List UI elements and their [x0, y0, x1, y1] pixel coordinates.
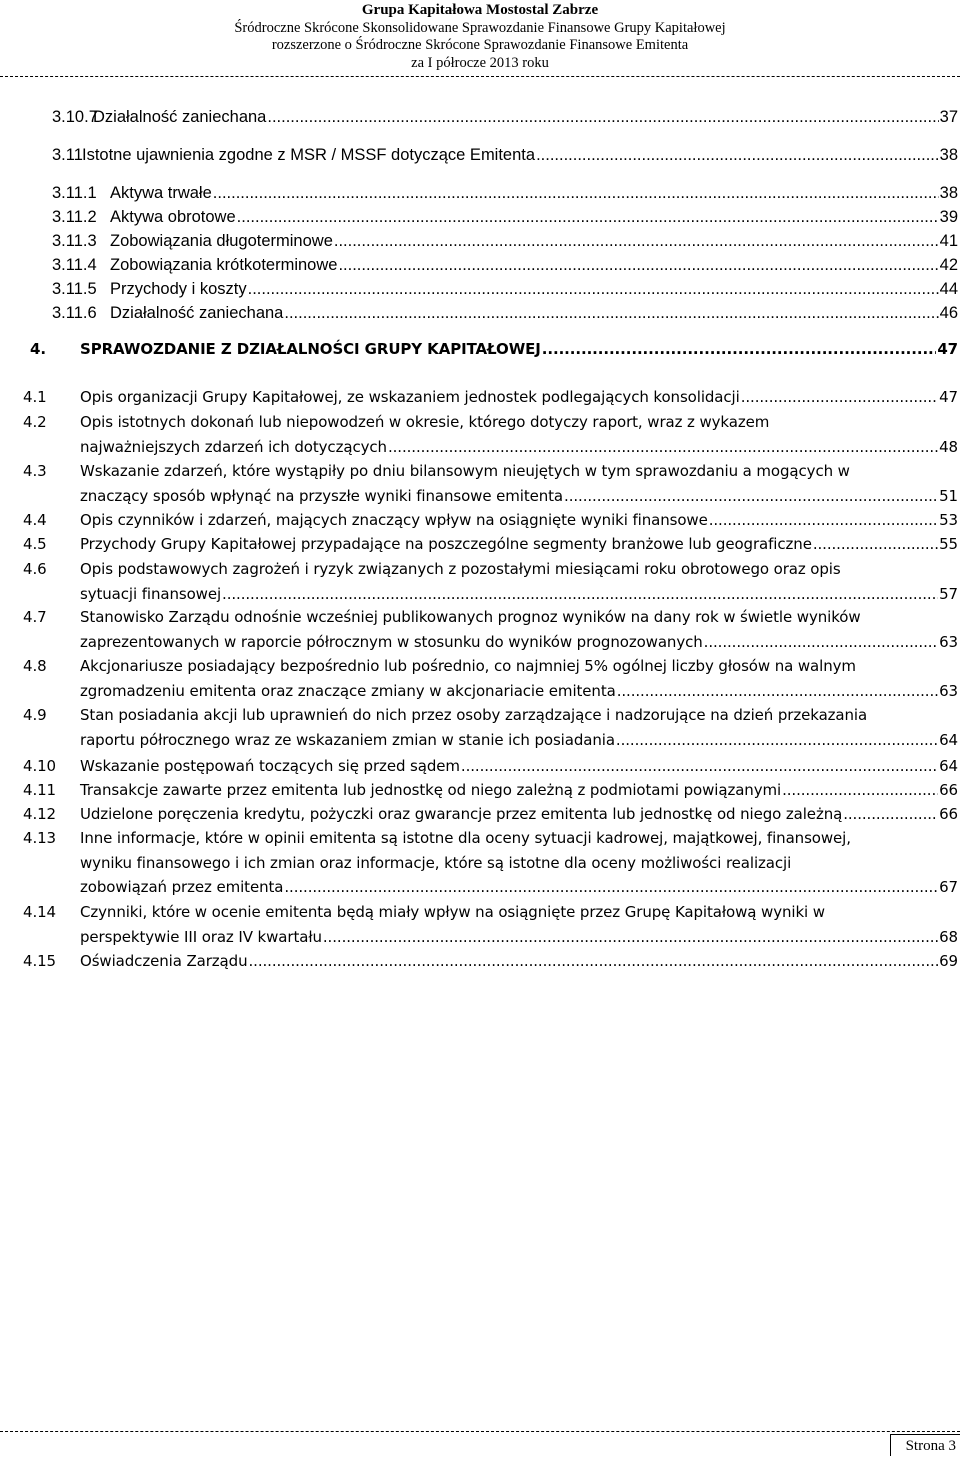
toc-entry-title: Istotne ujawnienia zgodne z MSR / MSSF dotyczące Emitenta — [82, 146, 536, 164]
toc-entry-title: Opis organizacji Grupy Kapitałowej, ze wskazaniem jednostek podlegających konsolidacji — [80, 388, 740, 406]
toc-entry-number: 4.3 — [23, 462, 47, 480]
toc-entry-page: 38 — [939, 184, 958, 202]
toc-entry-number: 3.11.1 — [52, 184, 97, 202]
toc-entry-number: 4.9 — [23, 706, 47, 724]
toc-entry-title: Wskazanie zdarzeń, które wystąpiły po dniu bilansowym nieujętych w tym sprawozdaniu a mogących w — [80, 462, 850, 480]
toc-dot-leader — [843, 805, 938, 823]
toc-entry-page: 37 — [939, 108, 958, 126]
toc-entry-page: 57 — [939, 584, 958, 603]
toc-entry-title: Inne informacje, które w opinii emitenta są istotne dla oceny sytuacji kadrowej, majątkowej, finansowej, — [80, 829, 851, 847]
toc-entry-title: Udzielone poręczenia kredytu, pożyczki oraz gwarancje przez emitenta lub jednostkę od niego zależną — [80, 805, 843, 823]
toc-dot-leader — [461, 757, 938, 775]
toc-entry-number: 3.11.3 — [52, 232, 97, 250]
header-divider — [0, 76, 960, 77]
toc-entry-title: Działalność zaniechana — [110, 304, 284, 322]
toc-entry-title: Opis istotnych dokonań lub niepowodzeń w okresie, którego dotyczy raport, wraz z wykazem — [80, 413, 770, 431]
toc-entry-title: perspektywie III oraz IV kwartału — [80, 927, 322, 946]
toc-entry-title: Przychody Grupy Kapitałowej przypadające na poszczególne segmenty branżowe lub geograficzne — [80, 535, 812, 553]
toc-dot-leader — [213, 184, 939, 203]
toc-entry-title: Zobowiązania krótkoterminowe — [110, 256, 338, 274]
toc-dot-leader — [388, 438, 938, 456]
toc-entry-page: 63 — [939, 632, 958, 651]
toc-entry-title: Aktywa obrotowe — [110, 208, 236, 226]
toc-entry-number: 3.11.2 — [52, 208, 97, 226]
toc-entry-number: 4.6 — [23, 560, 47, 578]
toc-dot-leader — [564, 487, 938, 505]
toc-entry-page: 67 — [939, 878, 958, 896]
toc-entry-number: 4.11 — [23, 781, 56, 799]
toc-entry-number: 4.7 — [23, 608, 47, 626]
toc-entry-title: Przychody i koszty — [110, 280, 247, 298]
toc-entry-page: 66 — [939, 781, 958, 799]
toc-entry-title: Działalność zaniechana — [93, 108, 267, 126]
toc-entry-title: Transakcje zawarte przez emitenta lub jednostkę od niego zależną z podmiotami powiązanymi — [80, 781, 782, 799]
toc-dot-leader — [284, 304, 938, 323]
toc-entry-title: Zobowiązania długoterminowe — [110, 232, 333, 250]
toc-entry-title: Oświadczenia Zarządu — [80, 952, 248, 970]
toc-entry-title: Akcjonariusze posiadający bezpośrednio lub pośrednio, co najmniej 5% ogólnej liczby głosów na walnym — [80, 657, 856, 675]
header-line-2: rozszerzone o Śródroczne Skrócone Sprawozdanie Finansowe Emitenta — [271, 37, 689, 53]
toc-entry-number: 4.15 — [23, 952, 56, 970]
toc-entry-page: 63 — [939, 681, 958, 700]
toc-entry-page: 53 — [939, 511, 958, 529]
toc-entry-title: Opis czynników i zdarzeń, mających znaczący wpływ na osiągnięte wyniki finansowe — [80, 511, 708, 529]
toc-entry-page: 66 — [939, 805, 958, 823]
toc-entry-page: 44 — [939, 280, 958, 298]
toc-entry-number: 3.11.6 — [52, 304, 97, 322]
toc-dot-leader — [222, 585, 938, 603]
toc-entry-title: Stanowisko Zarządu odnośnie wcześniej publikowanych prognoz wyników na dany rok w świetle wyników — [80, 608, 861, 626]
toc-dot-leader — [248, 952, 938, 970]
toc-dot-leader — [741, 388, 938, 406]
toc-entry-number: 4. — [30, 340, 46, 358]
toc-entry-number: 4.2 — [23, 413, 47, 431]
header-line-1: Śródroczne Skrócone Skonsolidowane Sprawozdanie Finansowe Grupy Kapitałowej — [234, 19, 726, 36]
toc-dot-leader — [813, 535, 938, 553]
toc-dot-leader — [248, 280, 939, 299]
toc-entry-number: 3.11.4 — [52, 256, 97, 274]
toc-entry-number: 4.12 — [23, 805, 56, 823]
toc-entry-title: znaczący sposób wpłynąć na przyszłe wyniki finansowe emitenta — [80, 486, 564, 505]
toc-entry-number: 4.5 — [23, 535, 47, 553]
toc-entry-title: Aktywa trwałe — [110, 184, 212, 202]
toc-entry-page: 46 — [939, 304, 958, 322]
toc-entry-number: 4.10 — [23, 757, 56, 775]
toc-dot-leader — [709, 511, 938, 529]
toc-entry-title: Czynniki, które w ocenie emitenta będą miały wpływ na osiągnięte przez Grupę Kapitałową wyniki w — [80, 903, 825, 921]
toc-entry-page: 51 — [939, 486, 958, 505]
toc-dot-leader — [782, 781, 938, 799]
toc-entry-page: 69 — [939, 952, 958, 970]
toc-entry-page: 64 — [939, 730, 958, 749]
header-company: Grupa Kapitałowa Mostostal Zabrze — [361, 2, 599, 18]
toc-entry-title: Stan posiadania akcji lub uprawnień do nich przez osoby zarządzające i nadzorujące na dzień przekazania — [80, 706, 868, 724]
toc-entry-page: 48 — [939, 437, 958, 456]
toc-entry-number: 4.14 — [23, 903, 56, 921]
toc-entry-page: 47 — [939, 388, 958, 406]
toc-entry-title: zobowiązań przez emitenta — [80, 878, 284, 896]
toc-entry-number: 4.8 — [23, 657, 47, 675]
toc-entry-title: najważniejszych zdarzeń ich dotyczących — [80, 437, 387, 456]
toc-entry-title: sytuacji finansowej — [80, 584, 222, 603]
toc-dot-leader — [323, 928, 938, 946]
toc-dot-leader — [536, 146, 939, 165]
page-header — [0, 2, 960, 72]
toc-dot-leader — [338, 256, 938, 275]
toc-entry-title: wyniku finansowego i ich zmian oraz informacje, które są istotne dla oceny możliwości realizacji — [80, 853, 792, 872]
toc-dot-leader — [237, 208, 939, 227]
toc-entry-page: 39 — [939, 208, 958, 226]
toc-dot-leader — [267, 108, 938, 127]
toc-entry-number: 3.10.7 — [52, 108, 98, 126]
toc-entry-page: 41 — [939, 232, 958, 250]
toc-dot-leader — [334, 232, 939, 251]
toc-entry-page: 42 — [939, 256, 958, 274]
toc-entry-page: 38 — [939, 146, 958, 164]
toc-entry-page: 64 — [939, 757, 958, 775]
toc-entry-page: 68 — [939, 927, 958, 946]
toc-entry-page: 55 — [939, 535, 958, 553]
toc-entry-title: Opis podstawowych zagrożeń i ryzyk związanych z pozostałymi miesiącami roku obrotowego oraz opis — [80, 560, 841, 578]
toc-dot-leader — [616, 731, 938, 749]
toc-entry-number: 3.11.5 — [52, 280, 97, 298]
toc-entry-title: zgromadzeniu emitenta oraz znaczące zmiany w akcjonariacie emitenta — [80, 681, 616, 700]
footer-divider — [0, 1431, 960, 1432]
header-line-3: za I półrocze 2013 roku — [411, 54, 549, 71]
toc-dot-leader — [704, 633, 938, 651]
toc-entry-number: 3.11 — [52, 146, 83, 164]
toc-entry-number: 4.1 — [23, 388, 47, 406]
page-number: Strona 3 — [890, 1434, 960, 1456]
toc-entry-title: raportu półrocznego wraz ze wskazaniem zmian w stanie ich posiadania — [80, 730, 615, 749]
toc-entry-title: Wskazanie postępowań toczących się przed sądem — [80, 757, 460, 775]
toc-entry-title: zaprezentowanych w raporcie półrocznym w stosunku do wyników prognozowanych — [80, 632, 703, 651]
toc-entry-page: 47 — [937, 340, 958, 358]
toc-dot-leader — [284, 878, 938, 896]
toc-entry-number: 4.4 — [23, 511, 47, 529]
toc-entry-number: 4.13 — [23, 829, 56, 847]
toc-entry-title: SPRAWOZDANIE Z DZIAŁALNOŚCI GRUPY KAPITAŁOWEJ — [80, 340, 541, 358]
toc-dot-leader — [617, 682, 938, 700]
toc-dot-leader — [542, 340, 937, 358]
